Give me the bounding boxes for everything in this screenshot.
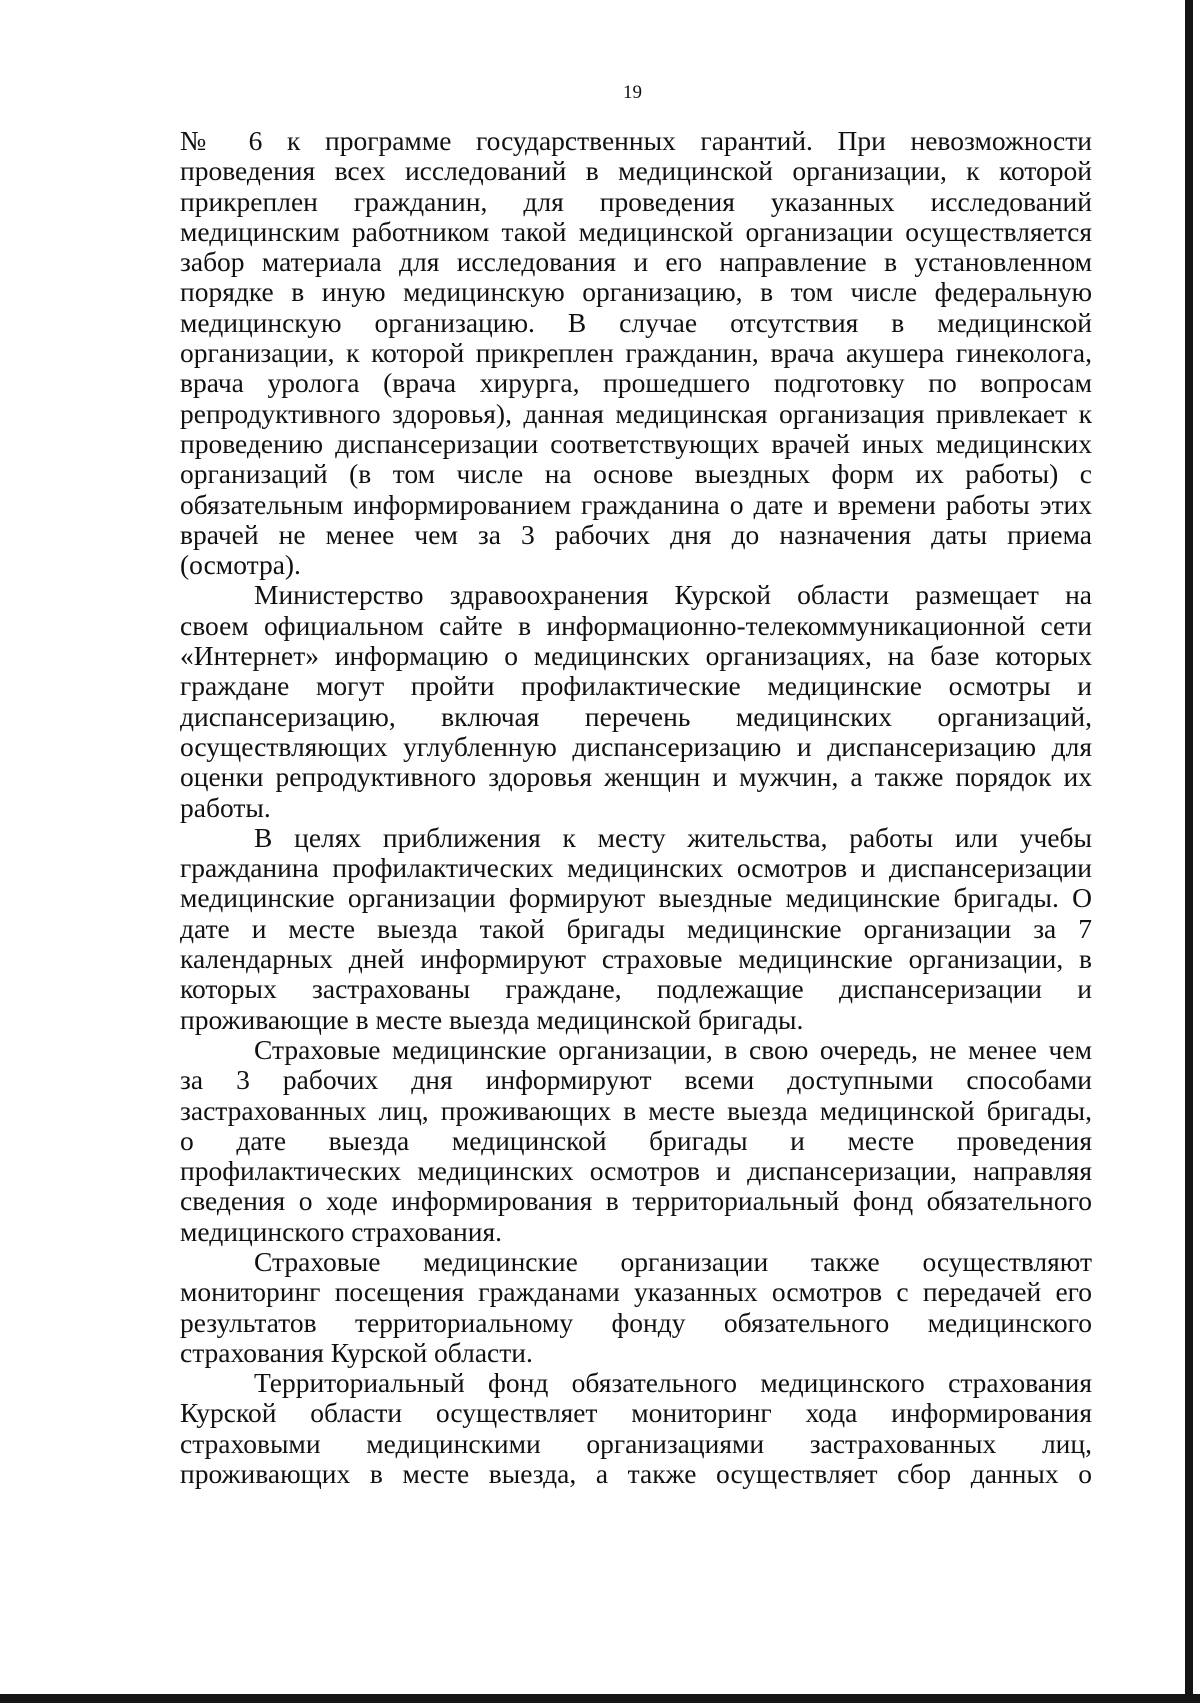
text-line: (осмотра). [180,549,301,581]
text-line: № 6 к программе государственных гарантий. При невозможности [180,125,1092,156]
text-line: календарных дней информируют страховые медицинские организации, в [180,943,1092,975]
text-line: обязательным информированием гражданина о дате и времени работы этих [180,488,1092,520]
scan-edge-right [1185,0,1193,1703]
text-line: проживающих в месте выезда, а также осуществляет сбор данных о [180,1458,1092,1490]
text-line: Страховые медицинские организации также осуществляют [254,1245,1092,1277]
text-line: медицинского страхования. [180,1215,502,1247]
text-line: застрахованных лиц, проживающих в месте выезда медицинской бригады, [180,1094,1092,1126]
text-line: дате и месте выезда такой бригады медицинские организации за 7 [180,912,1092,944]
text-line: прикреплен гражданин, для проведения указанных исследований [180,185,1092,217]
text-line: осуществляющих углубленную диспансеризацию и диспансеризацию для [180,730,1092,762]
text-line: порядке в иную медицинскую организацию, в том числе федеральную [180,276,1092,308]
text-line: проживающие в месте выезда медицинской бригады. [180,1003,804,1035]
text-line: врача уролога (врача хирурга, прошедшего подготовку по вопросам [180,367,1092,399]
text-line: оценки репродуктивного здоровья женщин и мужчин, а также порядок их [180,761,1092,793]
text-line: врачей не менее чем за 3 рабочих дня до назначения даты приема [180,518,1092,550]
text-line: результатов территориальному фонду обязательного медицинского [180,1306,1092,1338]
text-line: организаций (в том числе на основе выездных форм их работы) с [180,458,1092,490]
text-line: «Интернет» информацию о медицинских организациях, на базе которых [180,640,1092,672]
text-line: профилактических медицинских осмотров и диспансеризации, направляя [180,1155,1092,1187]
text-line: забор материала для исследования и его направление в установленном [180,246,1092,278]
text-line: репродуктивного здоровья), данная медицинская организация привлекает к [180,397,1092,429]
text-line: мониторинг посещения гражданами указанных осмотров с передачей его [180,1276,1092,1308]
text-line: страхования Курской области. [180,1336,533,1368]
text-line: работы. [180,791,271,823]
text-line: за 3 рабочих дня информируют всеми доступными способами [180,1064,1092,1096]
text-line: страховыми медицинскими организациями застрахованных лиц, [180,1427,1092,1459]
text-line: проведения всех исследований в медицинской организации, к которой [180,155,1092,187]
paragraph [180,1247,1092,1368]
paragraph [180,823,1092,1035]
paragraph [180,1035,1092,1247]
text-line: гражданина профилактических медицинских осмотров и диспансеризации [180,852,1092,884]
text-line: диспансеризацию, включая перечень медицинских организаций, [180,700,1092,732]
text-line: сведения о ходе информирования в территориальный фонд обязательного [180,1185,1092,1217]
text-line: медицинские организации формируют выездные медицинские бригады. О [180,882,1092,914]
text-line: Территориальный фонд обязательного медицинского страхования [254,1367,1092,1399]
paragraph [180,1368,1092,1489]
text-line: о дате выезда медицинской бригады и месте проведения [180,1124,1092,1156]
text-line: В целях приближения к месту жительства, работы или учебы [254,821,1092,853]
text-line: медицинским работником такой медицинской организации осуществляется [180,215,1092,247]
text-line: которых застрахованы граждане, подлежащие диспансеризации и [180,973,1092,1005]
text-line: граждане могут пройти профилактические медицинские осмотры и [180,670,1092,702]
body-text [180,126,1092,1489]
page-number: 19 [623,82,642,103]
text-line: медицинскую организацию. В случае отсутствия в медицинской [180,306,1092,338]
paragraph [180,580,1092,822]
text-line: Курской области осуществляет мониторинг хода информирования [180,1397,1092,1429]
text-line: своем официальном сайте в информационно-телекоммуникационной сети [180,609,1092,641]
scan-edge-bottom [0,1694,1200,1703]
text-line: организации, к которой прикреплен гражданин, врача акушера гинеколога, [180,337,1092,369]
text-line: Министерство здравоохранения Курской области размещает на [254,579,1092,611]
text-line: проведению диспансеризации соответствующих врачей иных медицинских [180,427,1092,459]
paragraph [180,126,1092,580]
text-line: Страховые медицинские организации, в свою очередь, не менее чем [254,1033,1092,1065]
